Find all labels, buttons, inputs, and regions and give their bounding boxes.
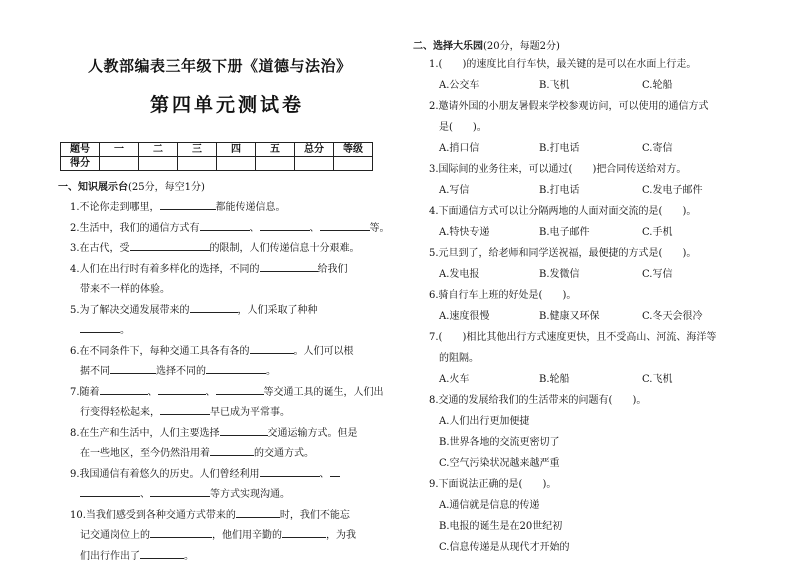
option-a[interactable]: A.发电报 — [439, 264, 539, 285]
question-text: ，为我 — [326, 530, 356, 541]
question-text: 。 — [184, 551, 194, 562]
question-text: 、 — [206, 387, 216, 398]
question-4-cont: 带来不一样的体验。 — [58, 280, 398, 301]
question-text: 给我们 — [318, 264, 348, 275]
question-3 — [58, 239, 398, 260]
answer-blank[interactable] — [158, 383, 206, 395]
question-text: 选择不同的 — [156, 366, 206, 377]
choice-question-6: 6.骑自行车上班的好处是( )。 — [413, 285, 783, 306]
score-cell: 二 — [139, 143, 178, 157]
answer-blank[interactable] — [236, 506, 280, 518]
choice-options — [413, 369, 783, 390]
answer-blank[interactable] — [200, 219, 250, 231]
answer-blank[interactable] — [260, 465, 320, 477]
question-text: 1.不论你走到哪里， — [70, 202, 160, 213]
option-b[interactable]: B.电子邮件 — [539, 222, 642, 243]
score-cell: 总分 — [295, 143, 334, 157]
section-two-heading — [413, 40, 783, 54]
question-text: 都能传递信息。 — [216, 202, 286, 213]
choice-options — [413, 75, 783, 96]
question-text: 记交通岗位上的 — [80, 530, 150, 541]
option-a[interactable]: A.速度很慢 — [439, 306, 539, 327]
score-input-cell[interactable] — [178, 157, 217, 171]
question-text: 10.当我们感受到各种交通方式带来的 — [70, 510, 236, 521]
choice-question-4: 4.下面通信方式可以让分隔两地的人面对面交流的是( )。 — [413, 201, 783, 222]
option-b[interactable]: B.健康又环保 — [539, 306, 642, 327]
choice-question-9: 9.下面说法正确的是( )。 — [413, 474, 783, 495]
answer-blank[interactable] — [260, 260, 318, 272]
question-10-cont-2 — [58, 547, 398, 567]
exam-subtitle: 第四单元测试卷 — [150, 90, 304, 117]
score-table — [60, 142, 373, 171]
option-c[interactable]: C.轮船 — [642, 75, 752, 96]
score-input-cell[interactable] — [295, 157, 334, 171]
section-one-heading — [58, 181, 398, 195]
question-text: 交通运输方式。但是 — [268, 428, 358, 439]
answer-blank[interactable] — [260, 219, 310, 231]
question-text: 等。 — [370, 223, 390, 234]
question-7-cont — [58, 403, 398, 424]
option-b[interactable]: B.飞机 — [539, 75, 642, 96]
answer-blank[interactable] — [160, 198, 216, 210]
score-table-header-row — [61, 143, 373, 157]
answer-blank[interactable] — [150, 526, 212, 538]
answer-blank[interactable] — [100, 383, 148, 395]
answer-blank[interactable] — [150, 485, 210, 497]
section-two — [413, 40, 783, 558]
choice-question-2: 2.邀请外国的小朋友暑假来学校参观访问，可以使用的通信方式 — [413, 96, 783, 117]
option-a[interactable]: A.火车 — [439, 369, 539, 390]
answer-blank[interactable] — [130, 239, 210, 251]
choice-question-7-cont: 的阻隔。 — [413, 348, 783, 369]
choice-options — [413, 138, 783, 159]
answer-blank[interactable] — [250, 342, 294, 354]
question-text: 7.随着 — [70, 387, 100, 398]
question-8-cont — [58, 444, 398, 465]
option-a[interactable]: A.人们出行更加便捷 — [413, 411, 783, 432]
answer-blank[interactable] — [80, 485, 140, 497]
question-text: ，人们采取了种种 — [238, 305, 318, 316]
answer-blank[interactable] — [220, 424, 268, 436]
option-c[interactable]: C.冬天会很冷 — [642, 306, 752, 327]
question-6-cont: 据不同 选择不同的 。 — [58, 362, 398, 383]
option-b[interactable]: B.打电话 — [539, 138, 642, 159]
option-c[interactable]: C.发电子邮件 — [642, 180, 752, 201]
score-input-cell[interactable] — [217, 157, 256, 171]
question-4 — [58, 260, 398, 281]
question-2 — [58, 219, 398, 240]
score-input-cell[interactable] — [256, 157, 295, 171]
choice-options — [413, 306, 783, 327]
question-text: 的交通方式。 — [254, 448, 314, 459]
section-one-title: 一、知识展示台 — [58, 182, 128, 193]
answer-blank[interactable] — [282, 526, 326, 538]
choice-question-5: 5.元旦到了，给老师和同学送祝福，最便捷的方式是( )。 — [413, 243, 783, 264]
option-c[interactable]: C.手机 — [642, 222, 752, 243]
question-text: 、 — [250, 223, 260, 234]
option-c[interactable]: C.写信 — [642, 264, 752, 285]
score-table-score-row — [61, 157, 373, 171]
answer-blank[interactable] — [80, 321, 120, 333]
option-b[interactable]: B.发微信 — [539, 264, 642, 285]
score-cell: 题号 — [61, 143, 100, 157]
question-10 — [58, 506, 398, 527]
answer-blank[interactable] — [140, 547, 184, 559]
question-9-cont — [58, 485, 398, 506]
question-9 — [58, 465, 398, 486]
option-c[interactable]: C.飞机 — [642, 369, 752, 390]
answer-blank[interactable] — [210, 444, 254, 456]
option-a[interactable]: A.捎口信 — [439, 138, 539, 159]
question-text: 时，我们不能忘 — [280, 510, 350, 521]
score-cell: 一 — [100, 143, 139, 157]
question-5-cont: 。 — [58, 321, 398, 342]
choice-options — [413, 222, 783, 243]
question-text: 的限制，人们传递信息十分艰难。 — [210, 243, 360, 254]
choice-question-7: 7.( )相比其他出行方式速度更快，且不受高山、河流、海洋等 — [413, 327, 783, 348]
option-a[interactable]: A.写信 — [439, 180, 539, 201]
question-text: 5.为了解决交通发展带来的 — [70, 305, 190, 316]
score-cell: 五 — [256, 143, 295, 157]
question-text: 9.我国通信有着悠久的历史。人们曾经利用 — [70, 469, 260, 480]
question-7 — [58, 383, 398, 404]
section-one — [58, 181, 398, 567]
score-input-cell[interactable] — [139, 157, 178, 171]
option-a[interactable]: A.通信就是信息的传递 — [413, 495, 783, 516]
option-a[interactable]: A.特快专递 — [439, 222, 539, 243]
choice-question-2-cont: 是( )。 — [413, 117, 783, 138]
exam-title: 人教部编表三年级下册《道德与法治》 — [88, 55, 352, 76]
question-text: 行变得轻松起来， — [80, 407, 160, 418]
question-text: 3.在古代，受 — [70, 243, 130, 254]
answer-blank[interactable] — [206, 362, 266, 374]
question-text: 、 — [320, 469, 330, 480]
choice-question-3: 3.国际间的业务往来，可以通过( )把合同传送给对方。 — [413, 159, 783, 180]
question-text: 们出行作出了 — [80, 551, 140, 562]
section-two-note: (20分，每题2分) — [483, 41, 560, 52]
option-b[interactable]: B.世界各地的交流更密切了 — [413, 432, 783, 453]
answer-blank[interactable] — [110, 362, 156, 374]
question-text: 早已成为平常事。 — [210, 407, 290, 418]
score-input-cell[interactable] — [100, 157, 139, 171]
section-two-title: 二、选择大乐园 — [413, 41, 483, 52]
question-text: 、 — [148, 387, 158, 398]
answer-blank[interactable] — [160, 403, 210, 415]
answer-blank[interactable] — [190, 301, 238, 313]
score-input-cell[interactable] — [334, 157, 373, 171]
answer-blank[interactable] — [330, 465, 340, 477]
question-text: 在一些地区，至今仍然沿用着 — [80, 448, 210, 459]
option-a[interactable]: A.公交车 — [439, 75, 539, 96]
question-1 — [58, 198, 398, 219]
question-text: 。人们可以根 — [294, 346, 354, 357]
question-text: 8.在生产和生活中，人们主要选择 — [70, 428, 220, 439]
choice-question-1: 1.( )的速度比自行车快，最关键的是可以在水面上行走。 — [413, 54, 783, 75]
answer-blank[interactable] — [320, 219, 370, 231]
choice-options — [413, 264, 783, 285]
score-cell: 三 — [178, 143, 217, 157]
score-cell: 等级 — [334, 143, 373, 157]
question-text: 、 — [140, 489, 150, 500]
question-text: ，他们用辛勤的 — [212, 530, 282, 541]
question-text: 2.生活中，我们的通信方式有 — [70, 223, 200, 234]
question-text: 6.在不同条件下，每种交通工具各有各的 — [70, 346, 250, 357]
option-b[interactable]: B.打电话 — [539, 180, 642, 201]
question-10-cont — [58, 526, 398, 547]
option-b[interactable]: B.电报的诞生是在20世纪初 — [413, 516, 783, 537]
option-b[interactable]: B.轮船 — [539, 369, 642, 390]
section-one-note: (25分，每空1分) — [128, 182, 205, 193]
option-c[interactable]: C.信息传递是从现代才开始的 — [413, 537, 783, 558]
option-c[interactable]: C.寄信 — [642, 138, 752, 159]
question-text: 据不同 — [80, 366, 110, 377]
question-text: 等交通工具的诞生，人们出 — [264, 387, 384, 398]
question-6 — [58, 342, 398, 363]
question-5 — [58, 301, 398, 322]
answer-blank[interactable] — [216, 383, 264, 395]
score-cell: 四 — [217, 143, 256, 157]
question-text: 等方式实现沟通。 — [210, 489, 290, 500]
question-8 — [58, 424, 398, 445]
score-cell: 得分 — [61, 157, 100, 171]
option-c[interactable]: C.空气污染状况越来越严重 — [413, 453, 783, 474]
question-text: 4.人们在出行时有着多样化的选择，不同的 — [70, 264, 260, 275]
question-text: 、 — [310, 223, 320, 234]
choice-options — [413, 180, 783, 201]
choice-question-8: 8.交通的发展给我们的生活带来的问题有( )。 — [413, 390, 783, 411]
